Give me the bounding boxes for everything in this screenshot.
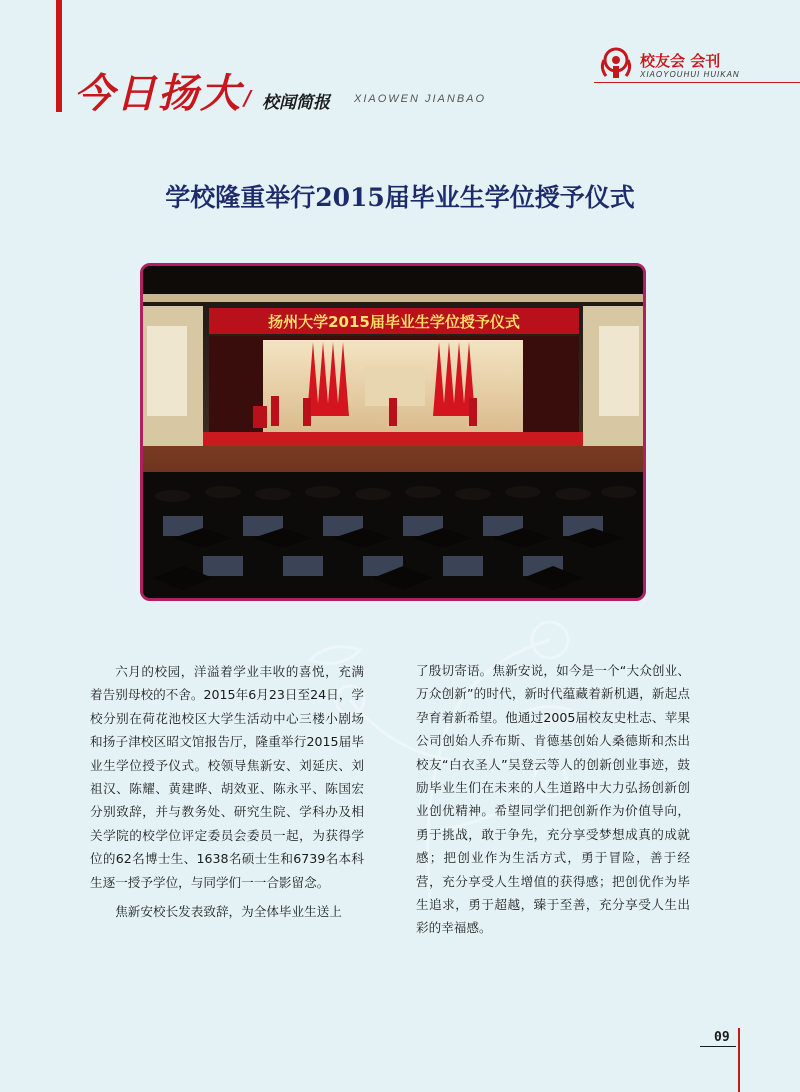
section-slash: / xyxy=(244,86,252,110)
page-number: 09 xyxy=(714,1030,730,1045)
ceremony-photo xyxy=(140,263,646,601)
page-accent-bar xyxy=(738,1028,740,1092)
section-title: 今日扬大 xyxy=(74,71,242,117)
article-right-column xyxy=(416,659,690,940)
subsection-pinyin: XIAOWEN JIANBAO xyxy=(354,93,487,105)
paragraph: 六月的校园，洋溢着学业丰收的喜悦，充满着告别母校的不舍。2015年6月23日至24日，学校分别在荷花池校区大学生活动中心三楼小剧场和扬子津校区昭文馆报告厅，隆重举行2015届毕业生学位授予仪式。校领导焦新安、刘延庆、刘祖汉、陈耀、黄建晔、胡效亚、陈永平、陈国宏分别致辞，并与教务处、研究生院、学科办及相关学院的校学位评定委员会委员一起，为获得学位的62名博士生、1638名硕士生和6739名本科生逐一授予学位，与同学们一一合影留念。 xyxy=(90,664,364,890)
stage-banner-text: 扬州大学2015届毕业生学位授予仪式 xyxy=(268,313,520,331)
paragraph: 焦新安校长发表致辞，为全体毕业生送上 xyxy=(115,904,342,920)
subsection-title: 校闻简报 xyxy=(262,93,330,113)
alumni-logo-icon xyxy=(596,46,636,80)
publication-name: 校友会 会刊 xyxy=(640,52,721,70)
header-rule xyxy=(594,82,800,83)
publication-pinyin: XIAOYOUHUI HUIKAN xyxy=(640,70,740,79)
header-accent-bar xyxy=(56,0,62,112)
page-number-rule xyxy=(700,1046,736,1047)
article-title: 学校隆重举行2015届毕业生学位授予仪式 xyxy=(165,183,635,212)
article-left-column xyxy=(90,660,364,923)
paragraph: 了殷切寄语。焦新安说，如今是一个“大众创业、万众创新”的时代，新时代蕴藏着新机遇，新起点孕育着新希望。他通过2005届校友史杜志、苹果公司创始人乔布斯、肯德基创始人桑德斯和杰出校友“白衣圣人”吴登云等人的创新创业事迹，鼓励毕业生们在未来的人生道路中大力弘扬创新创业创优精神。希望同学们把创新作为价值导向，勇于挑战，敢于争先，充分享受梦想成真的成就感；把创业作为生活方式，勇于冒险，善于经营，充分享受人生增值的获得感；把创优作为毕生追求，勇于超越，臻于至善，充分享受人生出彩的幸福感。 xyxy=(416,663,690,936)
